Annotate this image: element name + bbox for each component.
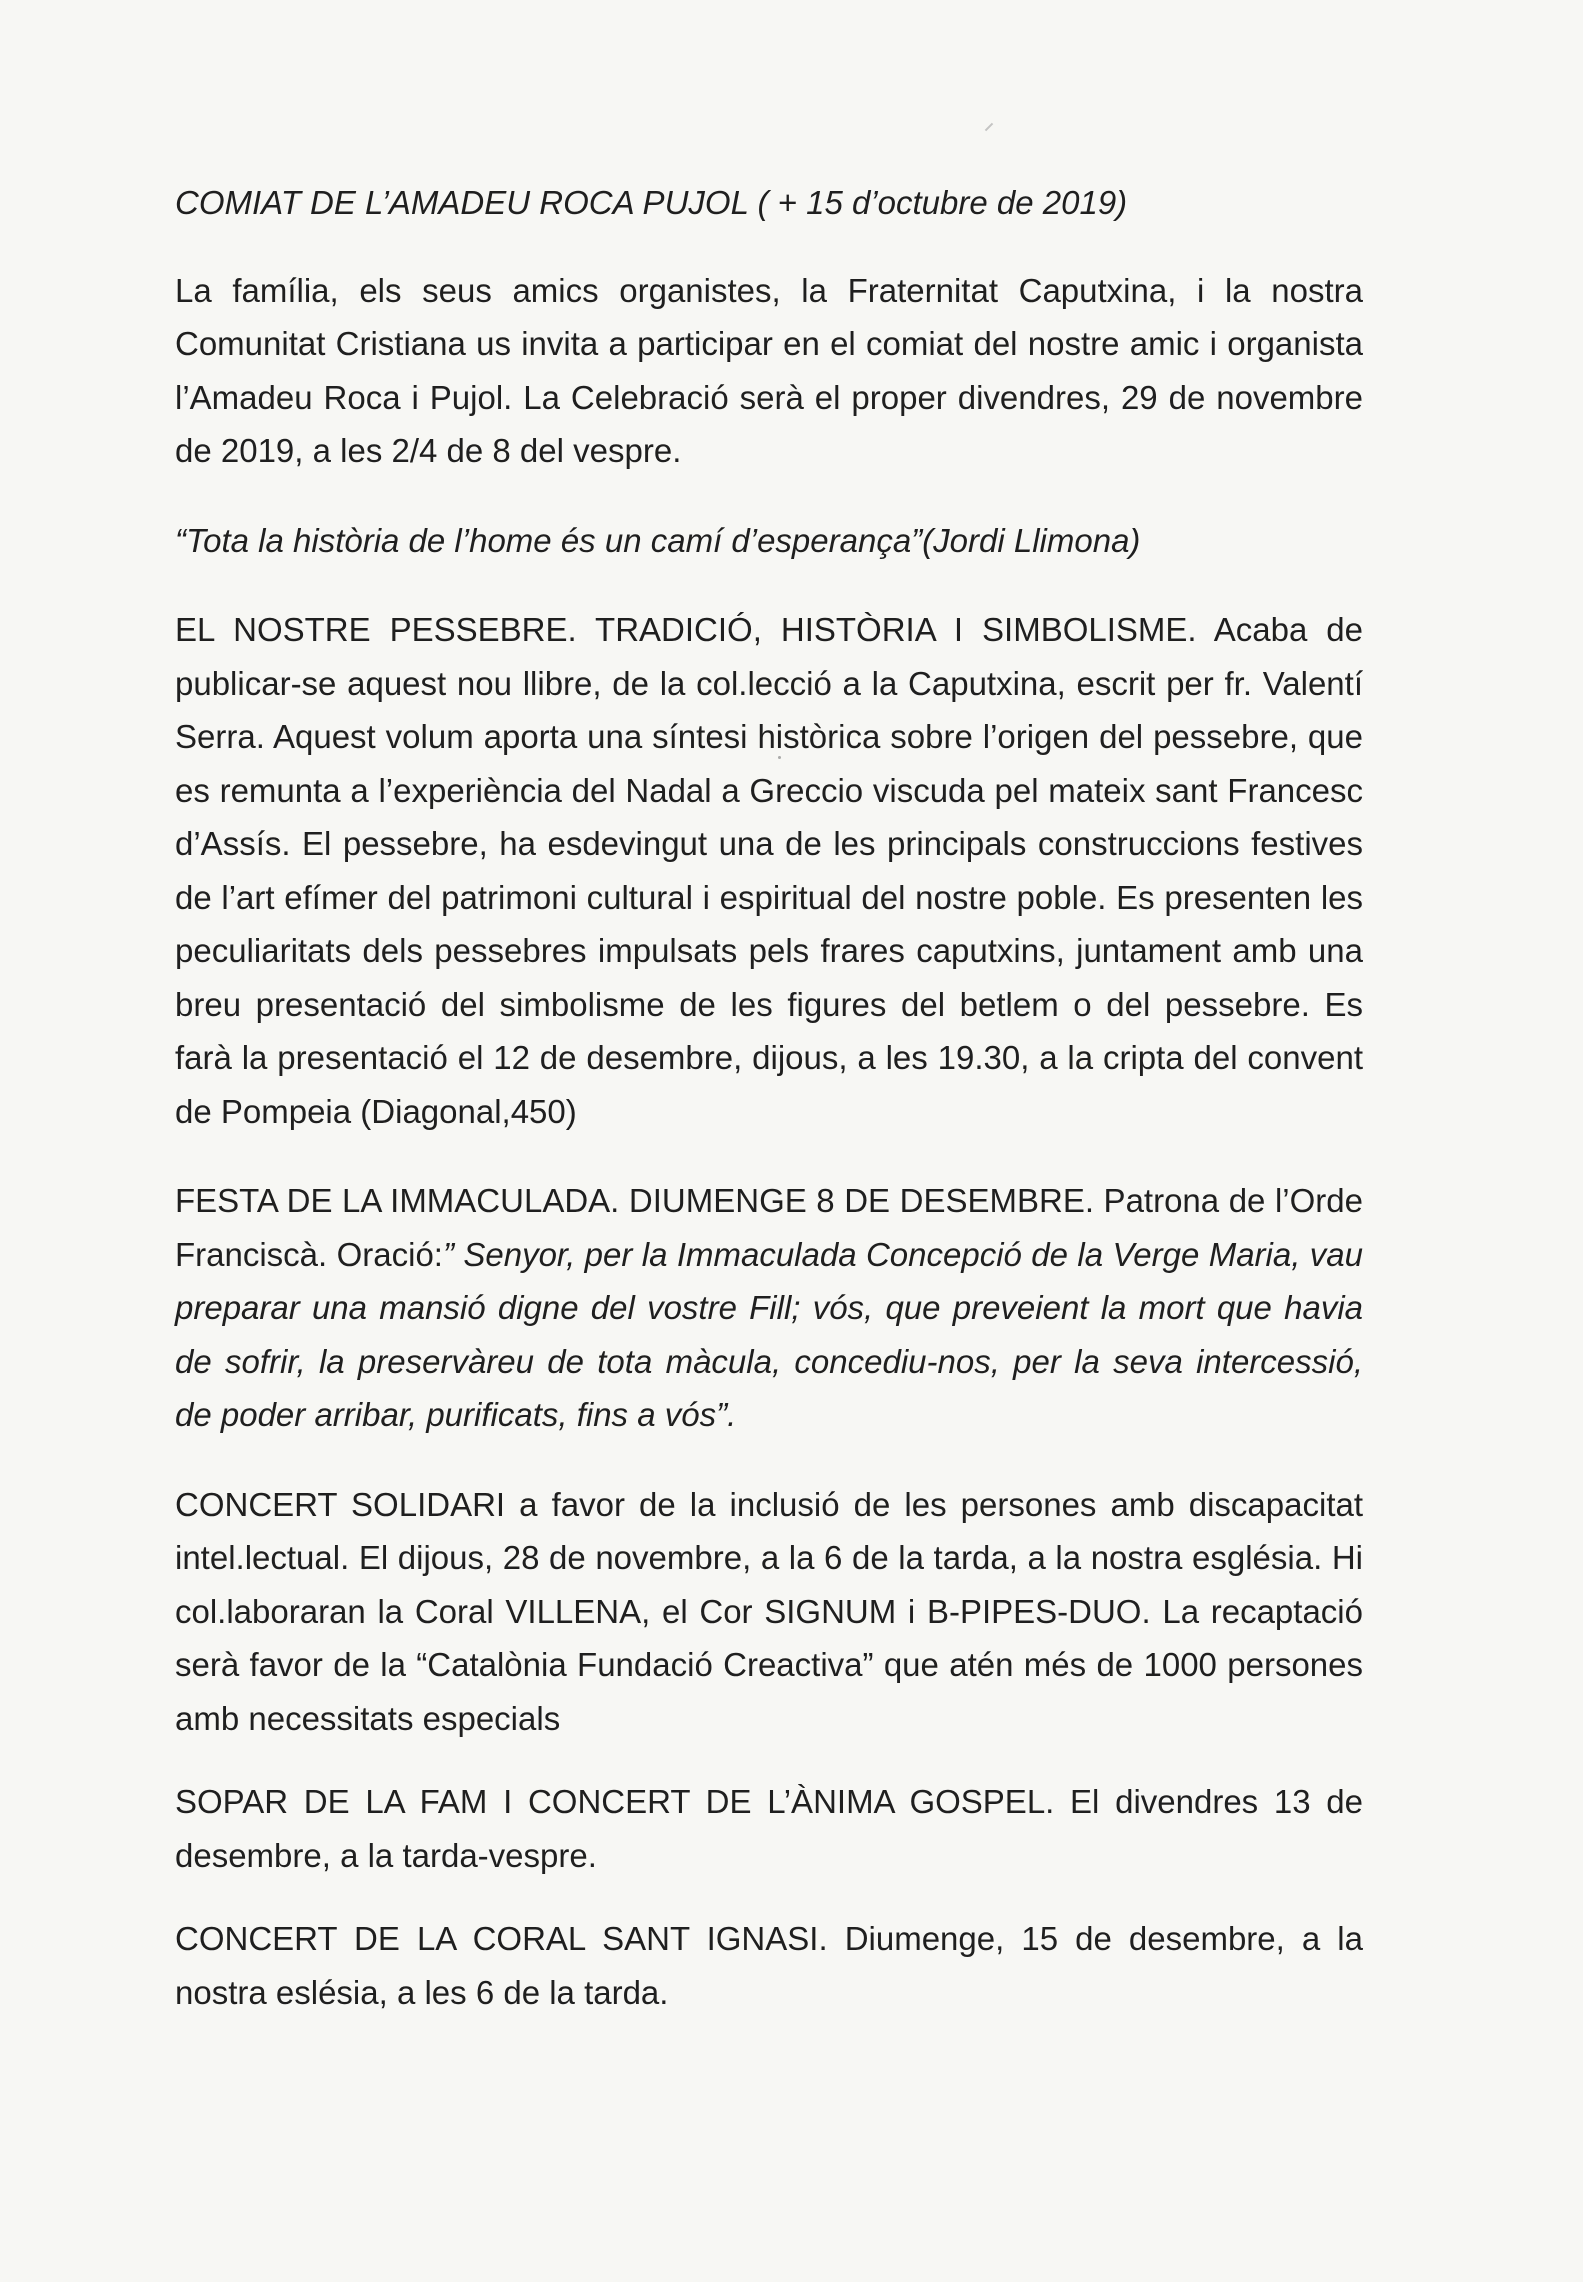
section-pessebre-body: Acaba de publicar-se aquest nou llibre, de la col.lecció a la Caputxina, escrit per fr. Valentí Serra. Aquest volum aporta una síntesi històrica sobre l’origen del pessebre, que es remunta a l’experiència del Nadal a Greccio viscuda pel mateix sant Francesc d’Assís. El pessebre, ha esdevingut una de les principals construccions festives de l’art efímer del patrimoni cultural i espiritual del nostre poble. Es presenten les peculiaritats dels pessebres impulsats pels frares caputxins, juntament amb una breu presentació del simbolisme de les figures del betlem o del pessebre. Es farà la presentació el 12 de desembre, dijous, a les 19.30, a la cripta del convent de Pompeia (Diagonal,450) bbox=[175, 611, 1363, 1130]
section-concert-solidari-body: a favor de la inclusió de les persones amb discapacitat intel.lectual. El dijous, 28 de novembre, a la 6 de la tarda, a la nostra església. Hi col.laboraran la Coral VILLENA, el Cor SIGNUM i B-PIPES-DUO. La recaptació serà favor de la “Catalònia Fundació Creactiva” que atén més de 1000 persones amb necessitats especials bbox=[175, 1485, 1364, 1737]
document-title: COMIAT DE L’AMADEU ROCA PUJOL ( + 15 d’octubre de 2019) bbox=[175, 184, 1128, 221]
document-content bbox=[175, 176, 1363, 2049]
section-sopar-fam-body: El divendres 13 de desembre, a la tarda-vespre. bbox=[175, 1783, 1363, 1874]
section-immaculada-prayer: ” Senyor, per la Immaculada Concepció de la Verge Maria, vau preparar una mansió digne del vostre Fill; vós, que preveient la mort que havia de sofrir, la preservàreu de tota màcula, concediu-nos, per la seva intercessió, de poder arribar, purificats, fins a vós”. bbox=[175, 1235, 1363, 1433]
section-sopar-fam-heading: SOPAR DE LA FAM I CONCERT DE L’ÀNIMA GOSPEL. bbox=[175, 1783, 1055, 1820]
section-coral-sant-ignasi bbox=[175, 1912, 1363, 2019]
paragraph-funeral: La família, els seus amics organistes, la Fraternitat Caputxina, i la nostra Comunitat Cristiana us invita a participar en el comiat del nostre amic i organista l’Amadeu Roca i Pujol. La Celebració serà el proper divendres, 29 de novembre de 2019, a les 2/4 de 8 del vespre. bbox=[175, 271, 1363, 469]
section-immaculada bbox=[175, 1174, 1363, 1442]
section-concert-solidari bbox=[175, 1478, 1363, 1746]
section-immaculada-intro: Patrona de l’Orde Franciscà. Oració: bbox=[175, 1182, 1363, 1273]
section-coral-sant-ignasi-heading: CONCERT DE LA CORAL SANT IGNASI. bbox=[175, 1920, 828, 1957]
scan-mark bbox=[985, 123, 993, 131]
section-pessebre-heading: EL NOSTRE PESSEBRE. TRADICIÓ, HISTÒRIA I SIMBOLISME. bbox=[175, 611, 1197, 648]
quote-llimona: “Tota la història de l’home és un camí d’esperança”(Jordi Llimona) bbox=[175, 521, 1141, 559]
section-coral-sant-ignasi-body: Diumenge, 15 de desembre, a la nostra eslésia, a les 6 de la tarda. bbox=[175, 1920, 1363, 2011]
section-sopar-fam bbox=[175, 1775, 1363, 1882]
section-concert-solidari-heading: CONCERT SOLIDARI bbox=[175, 1485, 506, 1523]
section-pessebre bbox=[175, 603, 1363, 1138]
section-immaculada-heading: FESTA DE LA IMMACULADA. DIUMENGE 8 DE DESEMBRE. bbox=[175, 1182, 1094, 1219]
